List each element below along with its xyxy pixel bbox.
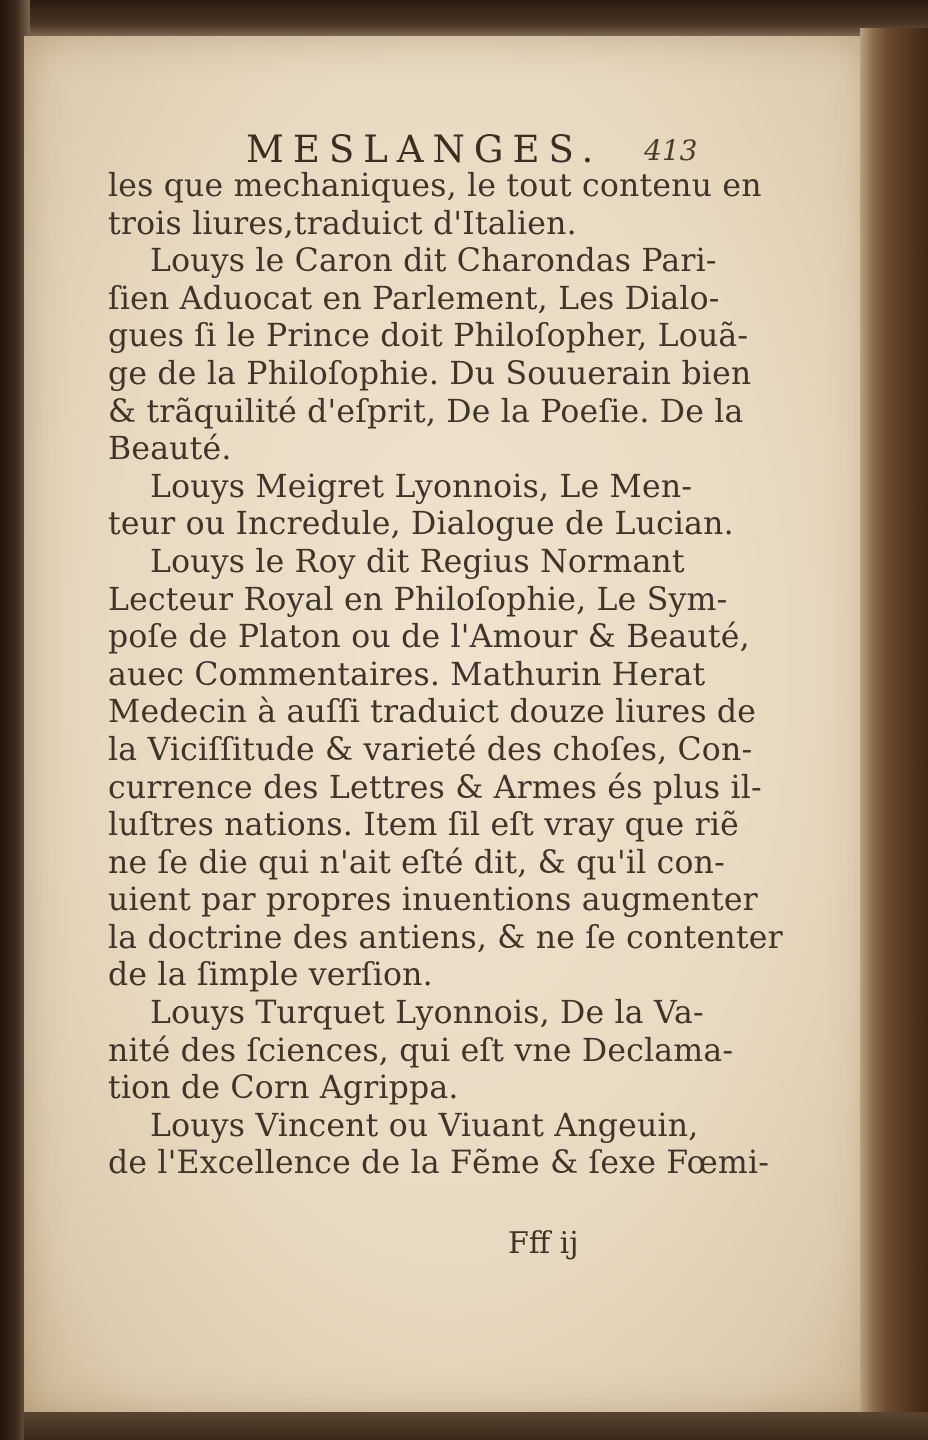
text-line: ſien Aduocat en Parlement, Les Dialo- xyxy=(108,280,720,317)
text-line: la Viciſſitude & varieté des choſes, Con- xyxy=(108,731,753,768)
text-line: les que mechaniques, le tout contenu en xyxy=(108,168,762,204)
page-top-edge xyxy=(0,0,928,40)
text-line: & trãquilité d'eſprit, De la Poeſie. De la xyxy=(108,393,744,430)
text-line: la doctrine des antiens, & ne ſe contenter xyxy=(108,919,783,956)
text-line: gues ſi le Prince doit Philoſopher, Louã- xyxy=(108,318,749,355)
running-head-title: MESLANGES. xyxy=(246,128,603,171)
entry-first-line: Louys le Roy dit Regius Normant xyxy=(150,543,685,580)
text-line: poſe de Platon ou de l'Amour & Beauté, xyxy=(108,619,750,656)
text-line: ne ſe die qui n'ait eſté dit, & qu'il con- xyxy=(108,844,725,881)
text-line: currence des Lettres & Armes és plus il- xyxy=(108,769,762,806)
page-bottom-edge xyxy=(24,1412,928,1440)
text-line: Lecteur Royal en Philoſophie, Le Sym- xyxy=(108,581,728,618)
text-line: uient par propres inuentions augmenter xyxy=(108,882,758,919)
text-line: trois liures,traduict d'Italien. xyxy=(108,205,577,242)
entry-first-line: Louys Meigret Lyonnois, Le Men- xyxy=(150,468,693,505)
text-line: nité des ſciences, qui eſt vne Declama- xyxy=(108,1032,734,1069)
text-line: Medecin à auſſi traduict douze liures de xyxy=(108,694,757,731)
text-line: de l'Excellence de la Fẽme & ſexe Fœmi- xyxy=(108,1145,770,1182)
text-line: ge de la Philoſophie. Du Souuerain bien xyxy=(108,355,752,392)
entry-first-line: Louys le Caron dit Charondas Pari- xyxy=(150,243,717,280)
text-line: tion de Corn Agrippa. xyxy=(108,1070,459,1107)
text-line: teur ou Incredule, Dialogue de Lucian. xyxy=(108,506,734,543)
text-line: auec Commentaires. Mathurin Herat xyxy=(108,656,706,693)
text-line: de la ſimple verſion. xyxy=(108,957,433,994)
running-head xyxy=(108,120,728,171)
page-fore-edge xyxy=(860,28,928,1428)
entry-first-line: Louys Turquet Lyonnois, De la Va- xyxy=(150,995,704,1032)
text-line: Beauté. xyxy=(108,431,232,468)
entry-first-line: Louys Vincent ou Viuant Angeuin, xyxy=(150,1107,699,1144)
signature-catchword: Fff ij xyxy=(508,1226,579,1261)
text-block xyxy=(108,120,783,1183)
text-line: luſtres nations. Item ſil eſt vray que riẽ xyxy=(108,807,739,844)
page-number: 413 xyxy=(644,134,698,167)
